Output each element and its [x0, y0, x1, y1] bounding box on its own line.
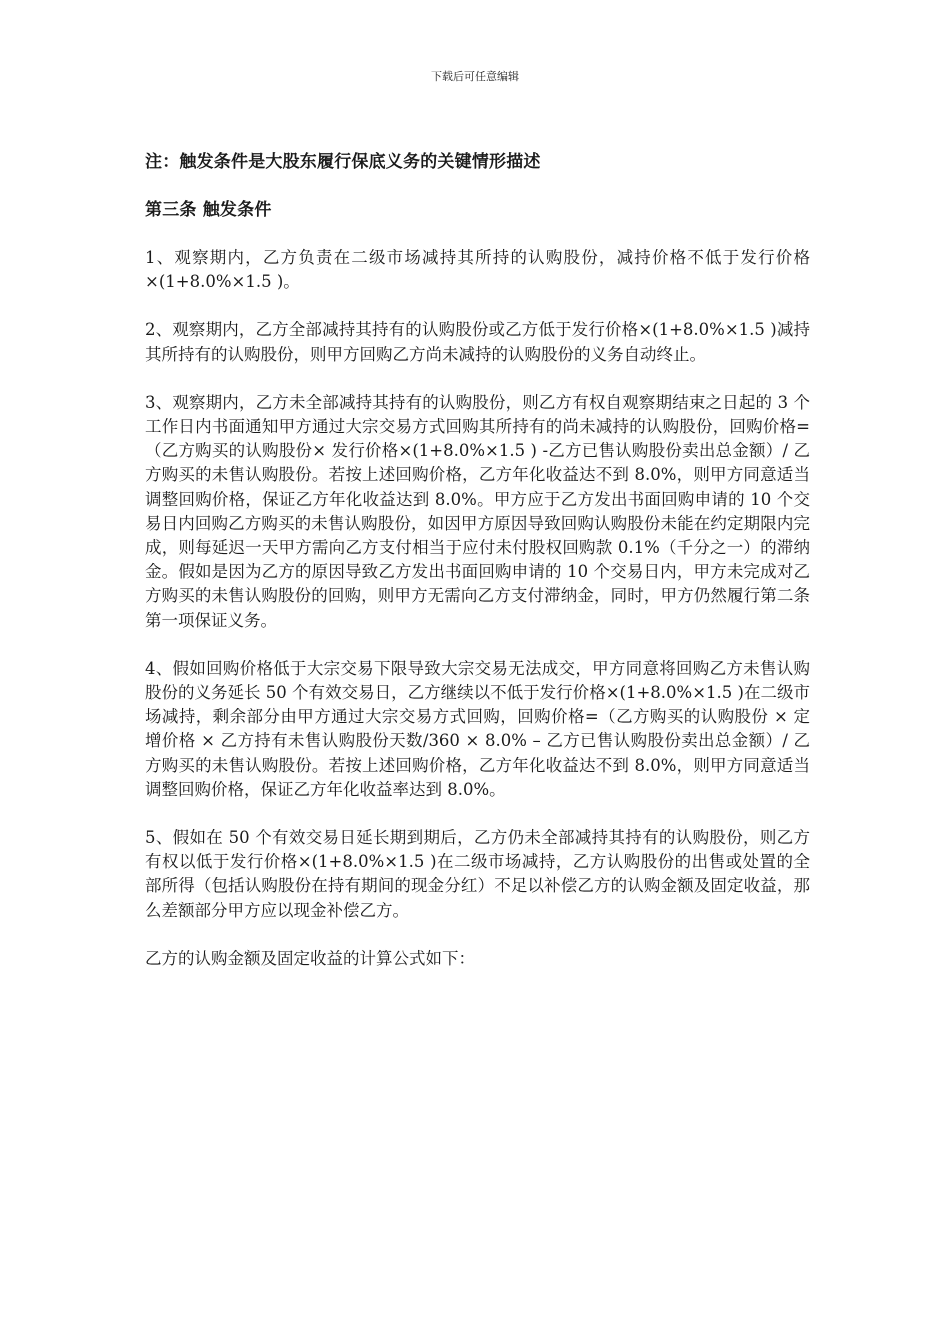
page-header: 下载后可任意编辑	[431, 70, 519, 83]
formula-intro: 乙方的认购金额及固定收益的计算公式如下：	[145, 948, 475, 968]
paragraph-1: 1、观察期内，乙方负责在二级市场减持其所持的认购股份，减持价格不低于发行价格×(1+8.0%×1.5 )。	[145, 248, 810, 292]
paragraph-5: 5、假如在 50 个有效交易日延长期到期后，乙方仍未全部减持其持有的认购股份，则乙方有权以低于发行价格×(1+8.0%×1.5 )在二级市场减持，乙方认购股份的出售或处置的全部所得（包括认购股份在持有期间的现金分红）不足以补偿乙方的认购金额及固定收益，那么差额部分甲方应以现金补偿乙方。	[145, 828, 810, 920]
note-heading: 注：触发条件是大股东履行保底义务的关键情形描述	[145, 152, 541, 172]
section-heading: 第三条 触发条件	[145, 200, 272, 220]
document-body	[145, 150, 810, 995]
paragraph-4: 4、假如回购价格低于大宗交易下限导致大宗交易无法成交，甲方同意将回购乙方未售认购股份的义务延长 50 个有效交易日，乙方继续以不低于发行价格×(1+8.0%×1.5 )在二级市场减持，剩余部分由甲方通过大宗交易方式回购，回购价格=（乙方购买的认购股份 × 定增价格 × 乙方持有未售认购股份天数/360 × 8.0% – 乙方已售认购股份卖出总金额）/ 乙方购买的未售认购股份。若按上述回购价格，乙方年化收益达不到 8.0%，则甲方同意适当调整回购价格，保证乙方年化收益率达到 8.0%。	[145, 658, 810, 799]
paragraph-2: 2、观察期内，乙方全部减持其持有的认购股份或乙方低于发行价格×(1+8.0%×1.5 )减持其所持有的认购股份，则甲方回购乙方尚未减持的认购股份的义务自动终止。	[145, 320, 810, 364]
paragraph-3: 3、观察期内，乙方未全部减持其持有的认购股份，则乙方有权自观察期结束之日起的 3 个工作日内书面通知甲方通过大宗交易方式回购其所持有的尚未减持的认购股份，回购价格=（乙方购买的认购股份× 发行价格×(1+8.0%×1.5 ) -乙方已售认购股份卖出总金额）/ 乙方购买的未售认购股份。若按上述回购价格，乙方年化收益达不到 8.0%，则甲方同意适当调整回购价格，保证乙方年化收益达到 8.0%。甲方应于乙方发出书面回购申请的 10 个交易日内回购乙方购买的未售认购股份，如因甲方原因导致回购认购股份未能在约定期限内完成，则每延迟一天甲方需向乙方支付相当于应付未付股权回购款 0.1%（千分之一）的滞纳金。假如是因为乙方的原因导致乙方发出书面回购申请的 10 个交易日内，甲方未完成对乙方购买的未售认购股份的回购，则甲方无需向乙方支付滞纳金，同时，甲方仍然履行第二条第一项保证义务。	[145, 392, 810, 630]
